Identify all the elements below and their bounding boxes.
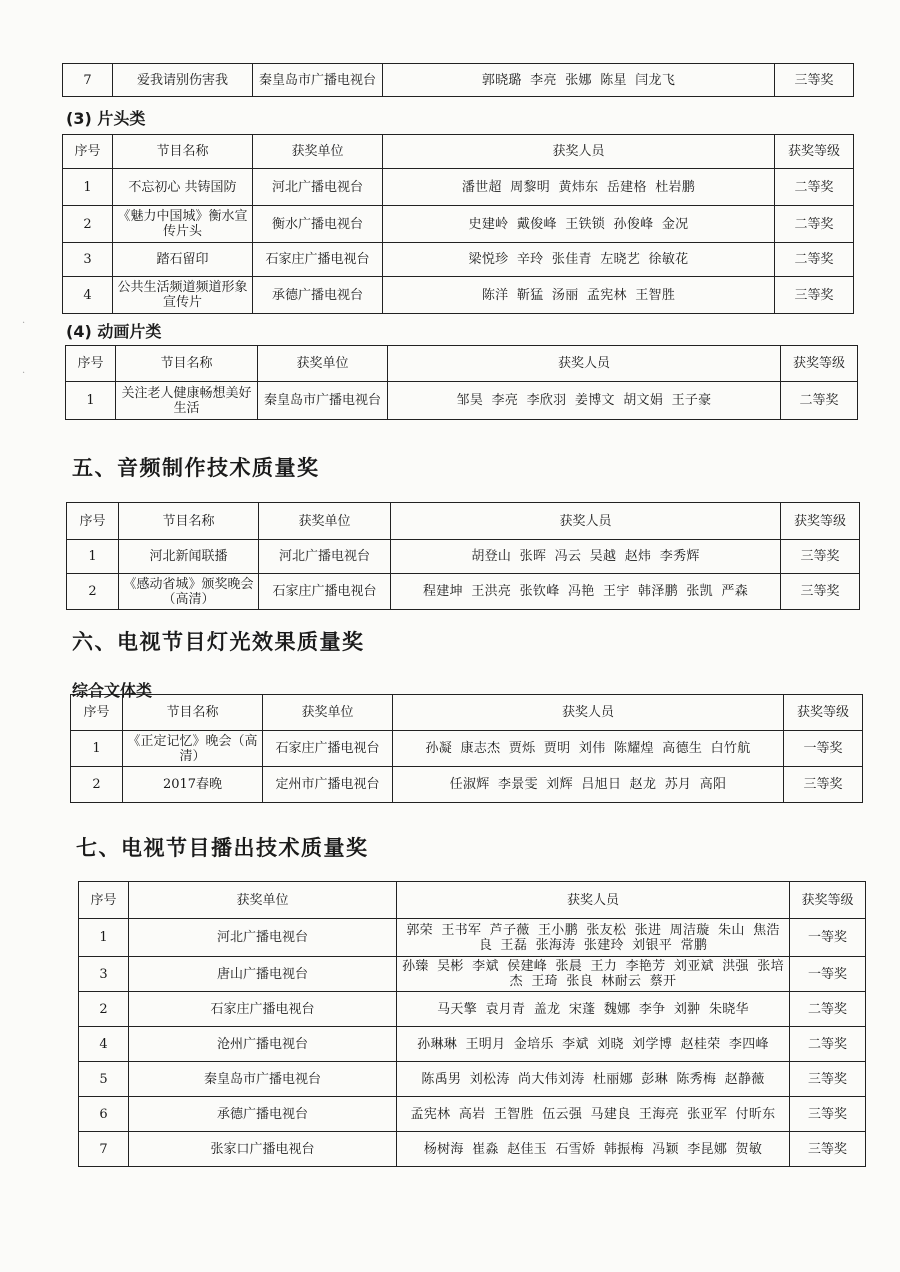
table-s3 (62, 134, 854, 314)
cell-no: 3 (79, 957, 129, 992)
table-row (79, 1062, 866, 1097)
cell-no: 1 (63, 169, 113, 206)
table-row (79, 1132, 866, 1167)
table-s4 (65, 345, 858, 420)
cell-unit: 承德广播电视台 (253, 277, 383, 314)
cell-level: 三等奖 (781, 574, 860, 610)
cell-unit: 石家庄广播电视台 (253, 243, 383, 277)
cell-no: 3 (63, 243, 113, 277)
cell-program: 公共生活频道频道形象宣传片 (113, 277, 253, 314)
cell-level: 一等奖 (790, 919, 866, 957)
header-unit: 获奖单位 (258, 346, 388, 382)
table-row (63, 206, 854, 243)
margin-mark: · (22, 368, 26, 379)
cell-no: 1 (79, 919, 129, 957)
cell-unit: 石家庄广播电视台 (129, 992, 397, 1027)
section-title-s4: (4) 动画片类 (66, 322, 162, 341)
cell-no: 7 (79, 1132, 129, 1167)
cell-persons: 孙凝 康志杰 贾烁 贾明 刘伟 陈耀煌 高德生 白竹航 (393, 731, 784, 767)
cell-unit: 秦皇岛市广播电视台 (258, 382, 388, 420)
cell-no: 4 (63, 277, 113, 314)
cell-unit: 河北广播电视台 (253, 169, 383, 206)
cell-level: 三等奖 (781, 540, 860, 574)
header-program: 节目名称 (123, 695, 263, 731)
table-header-row (71, 695, 863, 731)
cell-level: 二等奖 (790, 992, 866, 1027)
cell-level: 一等奖 (784, 731, 863, 767)
cell-no: 1 (67, 540, 119, 574)
header-level: 获奖等级 (790, 882, 866, 919)
header-level: 获奖等级 (781, 346, 858, 382)
cell-level: 三等奖 (775, 64, 854, 97)
cell-persons: 史建岭 戴俊峰 王铁锁 孙俊峰 金况 (383, 206, 775, 243)
cell-no: 2 (71, 767, 123, 803)
table-header-row (79, 882, 866, 919)
cell-unit: 河北广播电视台 (129, 919, 397, 957)
table-row (63, 277, 854, 314)
table-row (63, 64, 854, 97)
header-program: 节目名称 (113, 135, 253, 169)
margin-mark: · (22, 318, 26, 329)
cell-level: 三等奖 (790, 1062, 866, 1097)
header-persons: 获奖人员 (383, 135, 775, 169)
cell-program: 踏石留印 (113, 243, 253, 277)
table-row (63, 243, 854, 277)
cell-level: 三等奖 (775, 277, 854, 314)
header-no: 序号 (63, 135, 113, 169)
table-row (63, 169, 854, 206)
table-s6 (70, 694, 863, 803)
cell-no: 5 (79, 1062, 129, 1097)
cell-level: 三等奖 (784, 767, 863, 803)
cell-program: 《感动省城》颁奖晚会（高清） (119, 574, 259, 610)
cell-unit: 石家庄广播电视台 (259, 574, 391, 610)
header-unit: 获奖单位 (253, 135, 383, 169)
cell-persons: 任淑辉 李景雯 刘辉 吕旭日 赵龙 苏月 高阳 (393, 767, 784, 803)
cell-persons: 孙琳琳 王明月 金培乐 李斌 刘晓 刘学博 赵桂荣 李四峰 (397, 1027, 790, 1062)
section-subtitle-s6: 综合文体类 (72, 681, 153, 700)
cell-no: 2 (67, 574, 119, 610)
table-header-row (66, 346, 858, 382)
table-row (79, 919, 866, 957)
cell-program: 爱我请别伤害我 (113, 64, 253, 97)
header-persons: 获奖人员 (393, 695, 784, 731)
cell-persons: 马天擎 袁月青 盖龙 宋蓬 魏娜 李争 刘翀 朱晓华 (397, 992, 790, 1027)
cell-persons: 郭晓璐 李亮 张娜 陈星 闫龙飞 (383, 64, 775, 97)
table-s7 (78, 881, 866, 1167)
cell-unit: 张家口广播电视台 (129, 1132, 397, 1167)
cell-level: 三等奖 (790, 1097, 866, 1132)
cell-program: 不忘初心 共铸国防 (113, 169, 253, 206)
header-level: 获奖等级 (784, 695, 863, 731)
cell-no: 6 (79, 1097, 129, 1132)
cell-no: 2 (79, 992, 129, 1027)
cell-unit: 定州市广播电视台 (263, 767, 393, 803)
cell-level: 二等奖 (790, 1027, 866, 1062)
cell-unit: 承德广播电视台 (129, 1097, 397, 1132)
header-no: 序号 (79, 882, 129, 919)
table-row (67, 540, 860, 574)
table-header-row (67, 503, 860, 540)
cell-program: 河北新闻联播 (119, 540, 259, 574)
table-top (62, 63, 854, 97)
table-row (79, 957, 866, 992)
table-s5 (66, 502, 860, 610)
section-title-s6: 六、电视节目灯光效果质量奖 (72, 630, 365, 654)
cell-persons: 程建坤 王洪亮 张钦峰 冯艳 王宇 韩泽鹏 张凯 严森 (391, 574, 781, 610)
cell-no: 7 (63, 64, 113, 97)
header-unit: 获奖单位 (129, 882, 397, 919)
cell-program: 《魅力中国城》衡水宣传片头 (113, 206, 253, 243)
header-level: 获奖等级 (781, 503, 860, 540)
header-unit: 获奖单位 (259, 503, 391, 540)
header-program: 节目名称 (116, 346, 258, 382)
cell-persons: 孙臻 吴彬 李斌 侯建峰 张晨 王力 李艳芳 刘亚斌 洪强 张培杰 王琦 张良 林耐云 蔡开 (397, 957, 790, 992)
cell-level: 一等奖 (790, 957, 866, 992)
cell-program: 关注老人健康畅想美好生活 (116, 382, 258, 420)
cell-no: 4 (79, 1027, 129, 1062)
cell-persons: 梁悦珍 辛玲 张佳青 左晓艺 徐敏花 (383, 243, 775, 277)
table-row (79, 992, 866, 1027)
header-unit: 获奖单位 (263, 695, 393, 731)
header-level: 获奖等级 (775, 135, 854, 169)
cell-no: 1 (71, 731, 123, 767)
section-title-s7: 七、电视节目播出技术质量奖 (76, 836, 369, 860)
header-no: 序号 (71, 695, 123, 731)
cell-level: 二等奖 (775, 243, 854, 277)
cell-persons: 陈禹男 刘松涛 尚大伟刘涛 杜丽娜 彭琳 陈秀梅 赵静薇 (397, 1062, 790, 1097)
cell-persons: 杨树海 崔淼 赵佳玉 石雪娇 韩振梅 冯颖 李昆娜 贺敏 (397, 1132, 790, 1167)
table-row (71, 767, 863, 803)
table-row (71, 731, 863, 767)
cell-no: 2 (63, 206, 113, 243)
header-no: 序号 (67, 503, 119, 540)
cell-level: 二等奖 (781, 382, 858, 420)
header-persons: 获奖人员 (397, 882, 790, 919)
cell-unit: 石家庄广播电视台 (263, 731, 393, 767)
cell-no: 1 (66, 382, 116, 420)
cell-persons: 潘世超 周黎明 黄炜东 岳建格 杜岩鹏 (383, 169, 775, 206)
header-persons: 获奖人员 (388, 346, 781, 382)
cell-unit: 秦皇岛市广播电视台 (129, 1062, 397, 1097)
cell-program: 2017春晚 (123, 767, 263, 803)
section-title-s3: (3) 片头类 (66, 109, 146, 128)
header-no: 序号 (66, 346, 116, 382)
header-program: 节目名称 (119, 503, 259, 540)
cell-level: 三等奖 (790, 1132, 866, 1167)
cell-level: 二等奖 (775, 169, 854, 206)
table-row (67, 574, 860, 610)
table-row (66, 382, 858, 420)
table-row (79, 1027, 866, 1062)
header-persons: 获奖人员 (391, 503, 781, 540)
cell-unit: 沧州广播电视台 (129, 1027, 397, 1062)
cell-unit: 唐山广播电视台 (129, 957, 397, 992)
cell-program: 《正定记忆》晚会（高清） (123, 731, 263, 767)
cell-persons: 胡登山 张晖 冯云 吴越 赵炜 李秀辉 (391, 540, 781, 574)
table-header-row (63, 135, 854, 169)
table-row (79, 1097, 866, 1132)
cell-unit: 秦皇岛市广播电视台 (253, 64, 383, 97)
cell-persons: 陈洋 靳猛 汤丽 孟宪林 王智胜 (383, 277, 775, 314)
cell-unit: 河北广播电视台 (259, 540, 391, 574)
cell-persons: 郭荣 王书军 芦子薇 王小鹏 张友松 张进 周洁璇 朱山 焦浩良 王磊 张海涛 张建玲 刘银平 常鹏 (397, 919, 790, 957)
cell-persons: 邹昊 李亮 李欣羽 姜博文 胡文娟 王子豪 (388, 382, 781, 420)
cell-unit: 衡水广播电视台 (253, 206, 383, 243)
section-title-s5: 五、音频制作技术质量奖 (72, 456, 320, 480)
cell-persons: 孟宪林 高岩 王智胜 伍云强 马建良 王海亮 张亚军 付昕东 (397, 1097, 790, 1132)
cell-level: 二等奖 (775, 206, 854, 243)
